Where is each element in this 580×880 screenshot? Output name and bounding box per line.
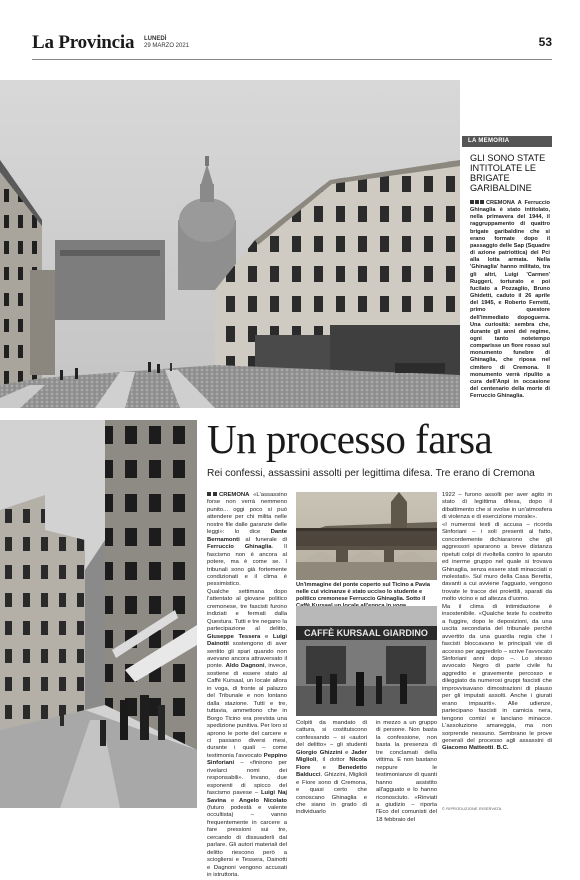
text-run: – «finirono per rivelarci nomi dei responsabili». Invano, due esponenti di spicco del fascismo pavese – [207, 760, 287, 797]
copyright-credit: © RIPRODUZIONE RISERVATA [442, 807, 502, 811]
issue-date [144, 36, 189, 50]
name-run: Dante Bernamonti [207, 529, 287, 543]
paragraph [442, 522, 552, 604]
memory-sidebar [462, 136, 552, 408]
name-run: Luigi Dainotti [207, 633, 287, 648]
text-run: e [345, 749, 349, 756]
masthead-rule [32, 59, 552, 60]
dateline: CREMONA [219, 492, 250, 498]
square-bullet-icon [480, 200, 484, 204]
text-run: , il dottor [316, 757, 345, 764]
text-run: (futuro podestà e valente occultista) – vanno frequentemente in carcere a fare pressioni sui tre, cercando di dissuaderli dal parlare. Gli autori materiali del delitto riescono però a sciogliersi e Tessera, Dainotti e Dagnoni vengono accusati in istruttoria. [207, 805, 287, 879]
sidebar-title: GLI SONO STATE INTITOLATE LE BRIGATE GARIBALDINE [470, 153, 546, 193]
street-photo [0, 420, 197, 808]
issue-date-text: 29 MARZO 2021 [144, 43, 190, 49]
name-run: Luigi Naj Savina [207, 790, 287, 804]
article-column-3 [376, 720, 437, 824]
covered-bridge-drawing [296, 492, 437, 580]
square-bullet-icon [470, 200, 474, 204]
paragraph [442, 492, 552, 522]
piazza-photo [0, 80, 460, 408]
photo-caption: Un'immagine del ponte coperto sul Ticino a Pavia nelle cui vicinanze è stato ucciso lo studente e politico cremonese Ferruccio Ghinaglia. Sotto il [296, 582, 430, 602]
newspaper-logo: La Provincia [32, 32, 135, 53]
caffe-kursaal-photo [296, 606, 437, 716]
subheadline: Rei confessi, assassini assolti per legittima difesa. Tre erano di Cremona [207, 468, 535, 479]
sidebar-text: A Ferruccio Ghinaglia è stato intitolato, nella primavera del 1944, il raggruppamento di quattro brigate garibaldine che si erano formate dopo il passaggio delle Sap (Squadre di azione patriottica) del Pci alla lotta armata. Nella 'Ghinaglia' hanno militato, tra gli altri, Luigi 'Carmen' Ruggeri, torturato e poi fucilato a Pozzaglio, Bruno Ghidetti, caduto il 26 aprile del 1945, e Roberto Ferretti, primo questore dell'immediato dopoguerra. Una curiosità: sembra che, durante gli anni del regime, ogni tanto notetempo comparisse un fiore rosso sul monumento funebre di Ghinaglia, che riposa nel cimitero di Cremona. Il monumento verrà ripulito a cura dell'Anpi in occasione del centenario della morte di Ferruccio Ghinaglia. [470, 200, 550, 400]
paragraph [207, 492, 287, 589]
text-run: e [264, 633, 269, 640]
text-run: e [322, 764, 326, 771]
piazza-photo-drawing [0, 80, 460, 408]
text-run: 1922 – furono assolti per aver agito in stato di legittima difesa, dopo il dibattimento che si svolse in un'atmosfera di violenza e di esercizione morale». [442, 492, 552, 521]
text-run: e [230, 797, 235, 804]
name-run: Angelo Nicolato [238, 797, 288, 804]
page-number: 53 [538, 35, 552, 49]
article-column-4 [442, 492, 552, 753]
name-run: Giuseppe Tessera [207, 633, 261, 640]
sidebar-dateline: CREMONA [486, 200, 515, 206]
name-run: Aldo Dagnoni [225, 663, 265, 670]
article-column-1 [207, 492, 287, 880]
name-run: Ferruccio Ghinaglia [207, 544, 272, 551]
text-run: «I numerosi testi di accusa – ricorda Sinforiani – i soli presenti al fatto, concordemente dichiararono che gli aggressori spararono a breve distanza ripetuti colpi di rivoltella contro lo sparuto ed inerme gruppo nel quale si trovava Ghinaglia, senza essere stati minacciati o molestati». Sul muro della Casa Beretta, davanti a cui avviene l'agguato, vengono trovate le tracce dei proiettili, sparati da molto vicino e ad altezza d'uomo. [442, 521, 552, 603]
text-run: sostengono di aver sentito gli spari quando non avevano ancora attraversato il ponte. [207, 641, 288, 670]
text-run: . Il fascismo non è ancora al potere, ma è come se. I tribunali sono già fortemente condizionati e il clima è pessimistico. [207, 544, 287, 588]
covered-bridge-photo [296, 492, 437, 580]
caffe-kursaal-drawing [296, 606, 437, 716]
headline: Un processo farsa [207, 416, 493, 462]
paragraph [207, 589, 287, 880]
name-run: Giacomo Matteotti [442, 745, 494, 752]
text-run: in mezzo a un gruppo di persone. Non basta la confessione, non basta la presenza di tre conclamati della vittima. E non bastano neppure le testimonianze di quanti hanno assistito all'agguato e lo hanno riconosciuto. «Rinviati a giudizio – riporta l'Eco del comunisti del 18 febbraio del [376, 720, 437, 823]
square-bullet-icon [207, 492, 211, 496]
paragraph [376, 720, 437, 824]
cafe-sign: CAFFÈ KURSAAL GIARDINO [304, 628, 428, 638]
text-run: . Ghizzini, Miglioli e Fiore sono di Cremona, e quasi certo che conoscano Ghinaglia e che siano in grado di individuarlo [296, 772, 367, 816]
name-run: Giorgio Ghizzini [296, 749, 343, 756]
text-run: , invece, sostiene di essere stato al Caffè Kursaal, un locale allora in voga, di fronte al palazzo del Tribunale e non lontano dalla stazione. Tutti e tre, tuttavia, ammettono che in Borgo Ticino era prevista una spedizione punitiva. Per loro si aprono le porte del carcere e ci passano diversi mesi, durante i quali – come testimonia l'avvocato [207, 663, 287, 759]
text-run: «L'assassino forse non verrà nemmeno punito... oggi poco si può attendere per chi milita nelle nostre file dalle garanzie delle leggi»: lo dice [207, 492, 287, 536]
square-bullet-icon [475, 200, 479, 204]
paragraph: Ma il clima di intimidazione è insostenibile. «Qualche teste fu costretto a fuggire, dopo le deposizioni, da una uscita secondaria del tribunale perché avvertito da una guardia regia che i fascisti bloccavano le principali vie di accesso per aggredirlo – scrive l'avvocato Sinforiani anni dopo –. Lo stesso avvocato Negro di parte civile fu aggredito e gravemente percosso e dileggiato da numerosi gruppi fascisti che improvvisavano dimostrazioni di plauso per gli imputati assolti. Anche i giurati erano impauriti». Alle udienze, partecipano fascisti in camicia nera, tengono comizi e lanciano minacce. L'assoluzione amareggia, ma non sorprende nessuno. Sembrano le prove generali del processo agli assassini di Giacomo Matteotti. B.C. [442, 603, 552, 752]
name-run: Peppino Sinforiani [207, 752, 288, 767]
paragraph [296, 720, 367, 817]
article-column-2 [296, 720, 367, 817]
square-bullet-icon [213, 492, 217, 496]
name-run: Jader Miglioli [296, 749, 368, 764]
author-signature: B.C. [496, 745, 509, 752]
name-run: Benedetto Balducci [296, 764, 367, 779]
sidebar-tag: LA MEMORIA [462, 136, 552, 147]
sidebar-body [470, 200, 550, 400]
issue-day: LUNEDÌ [144, 36, 167, 42]
text-run: Colpiti da mandato di cattura, si costituiscono confessando – si «autori del delitto» – gli studenti [296, 720, 367, 749]
text-run: Qualche settimana dopo l'attentato al giovane politico cremonese, tre fascisti furono indiziati e fermati dalla Questura. Tutti e tre negano la partecipazione al delitto, [207, 588, 287, 633]
street-photo-drawing [0, 420, 197, 808]
name-run: Nicola Fiore [296, 757, 368, 771]
text-run: Ma il clima di intimidazione è insostenibile. «Qualche teste fu costretto a fuggire, dopo le deposizioni, da una uscita secondaria del tribunale perché avvertito da una guardia regia che i fascisti bloccavano le principali vie di accesso per aggredirlo – scrive l'avvocato Sinforiani anni dopo –. Lo stesso avvocato Negro di parte civile fu aggredito e gravemente percosso e dileggiato da numerosi gruppi fascisti che improvvisavano dimostrazioni di plauso per gli imputati assolti. Anche i giurati erano impauriti». Alle udienze, partecipano fascisti in camicia nera, tengono comizi e lanciano minacce. L'assoluzione amareggia, ma non sorprende nessuno. Sembrano le prove generali del processo agli assassini di [442, 603, 552, 744]
masthead [32, 30, 552, 58]
text-run: al funerale di [245, 536, 288, 543]
